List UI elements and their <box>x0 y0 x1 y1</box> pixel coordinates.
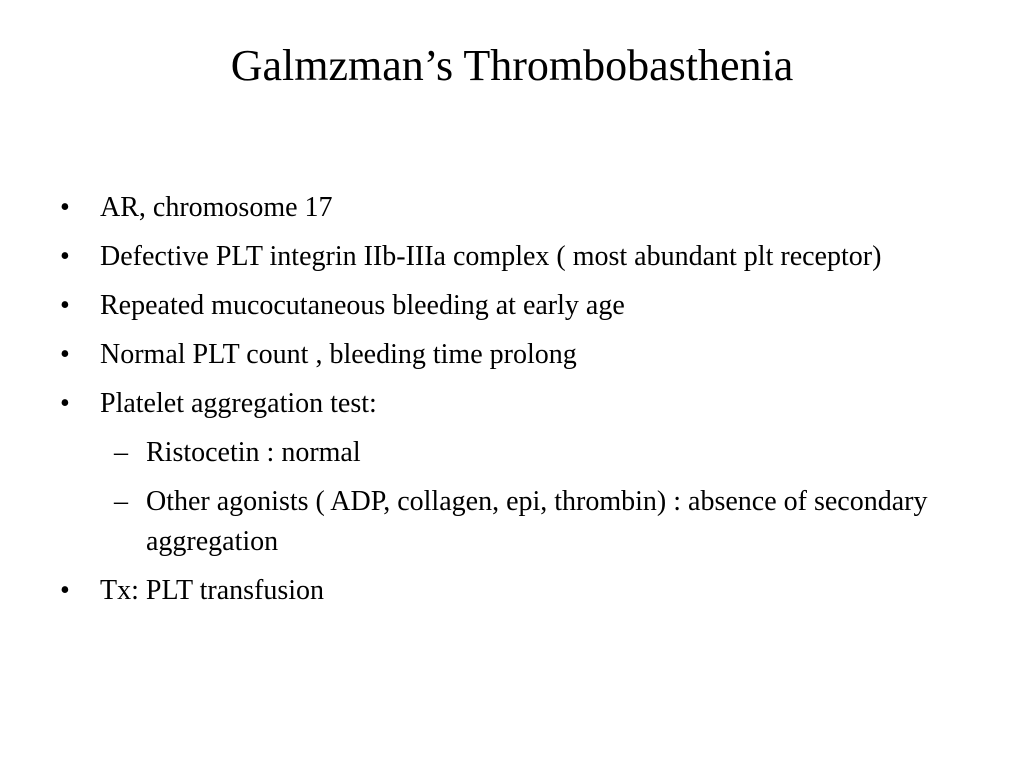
list-item-text: Platelet aggregation test: <box>100 388 377 419</box>
list-item <box>58 335 968 375</box>
list-item-text: Defective PLT integrin IIb-IIIa complex ( most abundant plt receptor) <box>100 241 882 272</box>
list-item <box>58 188 968 228</box>
list-item-text: Repeated mucocutaneous bleeding at early age <box>100 290 625 321</box>
sub-list-item-text: Other agonists ( ADP, collagen, epi, thrombin) : absence of secondary aggregation <box>146 486 928 557</box>
slide-title: Galmzman’s Thrombobasthenia <box>230 41 794 90</box>
bullet-icon: • <box>60 290 70 321</box>
dash-icon: – <box>114 437 128 468</box>
bullet-icon: • <box>60 192 70 223</box>
bullet-icon: • <box>60 388 70 419</box>
list-item <box>58 286 968 326</box>
sub-list-item <box>58 433 968 473</box>
bullet-icon: • <box>60 339 70 370</box>
list-item-text: Normal PLT count , bleeding time prolong <box>100 339 577 370</box>
sub-list-item-text: Ristocetin : normal <box>146 437 361 468</box>
list-item-text: Tx: PLT transfusion <box>100 575 325 606</box>
bullet-icon: • <box>60 575 70 606</box>
bullet-list <box>58 188 968 620</box>
list-item-text: AR, chromosome 17 <box>100 192 333 223</box>
bullet-icon: • <box>60 241 70 272</box>
list-item <box>58 237 968 277</box>
list-item <box>58 571 968 611</box>
sub-list-item <box>58 482 968 562</box>
dash-icon: – <box>114 486 128 517</box>
list-item <box>58 384 968 424</box>
